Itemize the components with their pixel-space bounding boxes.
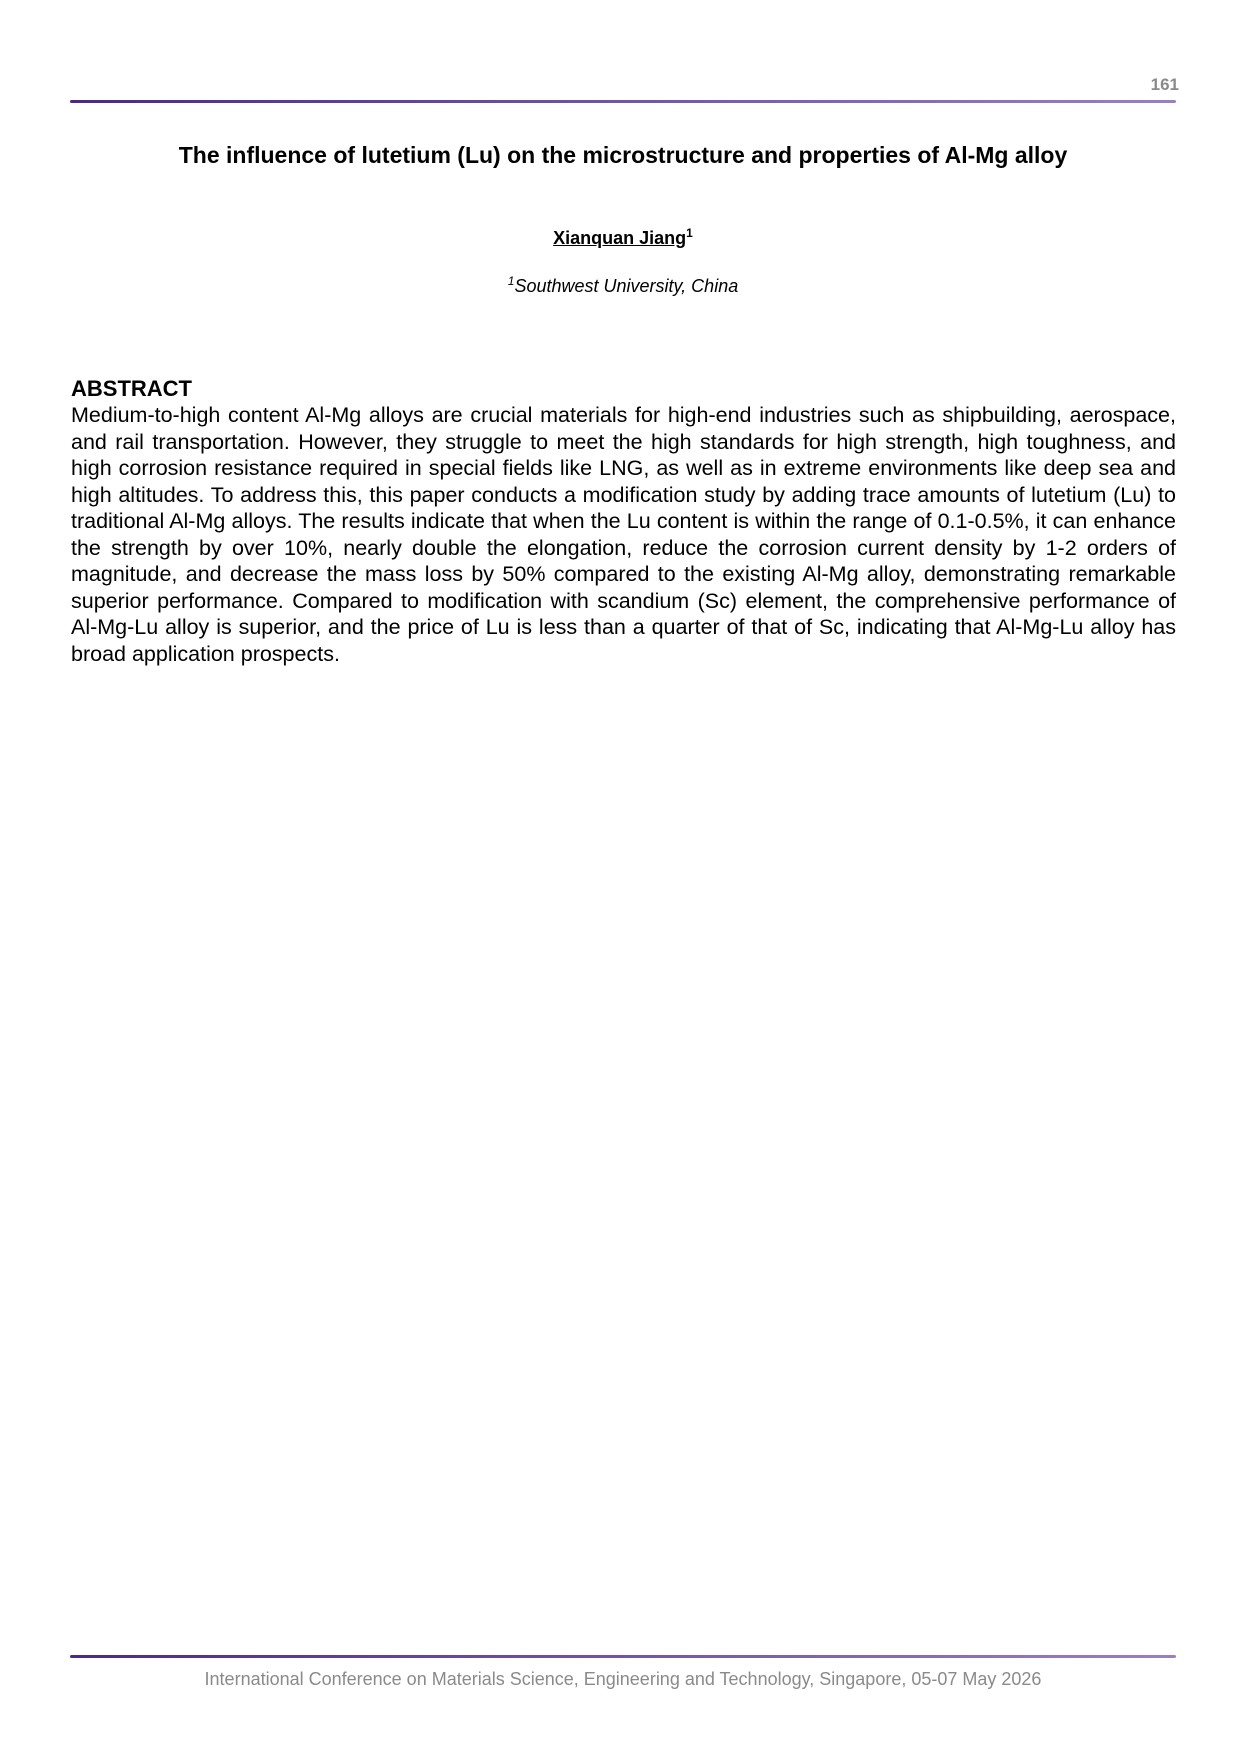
affiliation-line [70, 273, 1176, 299]
footer-divider [70, 1655, 1176, 1658]
header-divider [70, 100, 1176, 103]
abstract-heading: ABSTRACT [71, 376, 192, 401]
author-name: Xianquan Jiang [553, 228, 687, 248]
page-number: 161 [1150, 75, 1179, 94]
paper-title: The influence of lutetium (Lu) on the microstructure and properties of Al-Mg alloy [178, 142, 1068, 168]
affiliation-text: Southwest University, China [514, 276, 739, 296]
abstract-body: Medium-to-high content Al-Mg alloys are crucial materials for high-end industries such as shipbuilding, aerospace, and rail transportation. However, they struggle to meet the high standards for high strength, high toughness, and high corrosion resistance required in special fields like LNG, as well as in extreme environments like deep sea and high altitudes. To address this, this paper conducts a modification study by adding trace amounts of lutetium (Lu) to traditional Al-Mg alloys. The results indicate that when the Lu content is within the range of 0.1-0.5%, it can enhance the strength by over 10%, nearly double the elongation, reduce the corrosion current density by 1-2 orders of magnitude, and decrease the mass loss by 50% compared to the existing Al-Mg alloy, demonstrating remarkable superior performance. Compared to modification with scandium (Sc) element, the comprehensive performance of Al-Mg-Lu alloy is superior, and the price of Lu is less than a quarter of that of Sc, indicating that Al-Mg-Lu alloy has broad application prospects. [71, 403, 1176, 666]
footer-text: International Conference on Materials Science, Engineering and Technology, Singapore, 05-07 May 2026 [204, 1669, 1042, 1689]
affiliation-superscript: 1 [507, 274, 515, 288]
author-line [70, 225, 1176, 251]
author-superscript: 1 [686, 226, 693, 240]
